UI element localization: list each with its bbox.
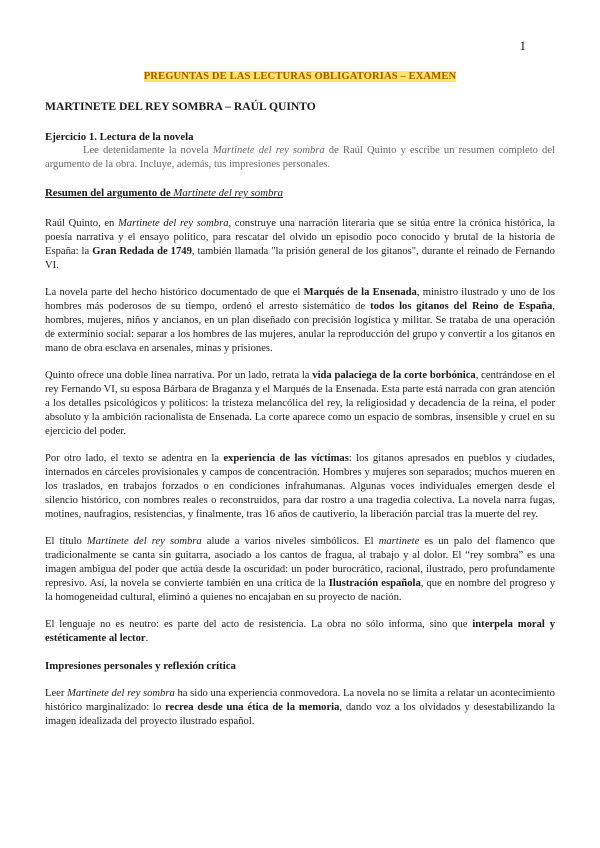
paragraph-7: Leer Martinete del rey sombra ha sido una experiencia conmovedora. La novela no se limita a relatar un acontecimiento histórico marginalizado: lo recrea desde una ética de la memoria, dando voz a los olvidados y desestabilizando la imagen idealizada del proyecto ilustrado español. [45,688,555,727]
exercise-heading: Ejercicio 1. Lectura de la novela [45,131,194,143]
paragraph-2: La novela parte del hecho histórico documentado de que el Marqués de la Ensenada, ministro ilustrado y uno de los hombres más poderosos de su tiempo, ordenó el arresto sistemático de todos los gitanos del Reino de España, hombres, mujeres, niños y ancianos, en un plan diseñado con precisión logística y militar. Se trataba de una operación de exterminio social: separar a los hombres de las mujeres, anular la reproducción del grupo y convertir a los gitanos en mano de obra esclava en arsenales, minas y prisiones. [45,287,556,354]
paragraph-1: Raúl Quinto, en Martinete del rey sombra, construye una narración literaria que se sitúa entre la crónica histórica, la poesía narrativa y el ensayo político, para rescatar del olvido un episodio poco conocido y brutal de la historia de España: la Gran Redada de 1749, también llamada "la prisión general de los gitanos", durante el reinado de Fernando VI. [45,218,555,271]
paragraph-5: El título Martinete del rey sombra alude a varios niveles simbólicos. El martinete es un palo del flamenco que tradicionalmente se canta sin guitarra, asociado a los cantos de fragua, al trabajo y al dolor. El “rey sombra” es una imagen ambigua del poder que actúa desde la oscuridad: un poder burocrático, racional, ilustrado, pero profundamente represivo. Así, la novela se convierte también en una crítica de la Ilustración española, que en nombre del progreso y la homogeneidad cultural, eliminó a quienes no encajaban en su proyecto de nación. [45,536,555,603]
paragraph-6: El lenguaje no es neutro: es parte del acto de resistencia. La obra no sólo informa, sino que interpela moral y estéticamente al lector. [45,619,555,644]
paragraph-3: Quinto ofrece una doble línea narrativa. Por un lado, retrata la vida palaciega de la corte borbónica, centrándose en el rey Fernando VI, su esposa Bárbara de Braganza y el Marqués de la Ensenada. Esta parte está narrada con gran atención a los detalles psicológicos y políticos: la tristeza melancólica del rey, la religiosidad y decadencia de la reina, el poder absoluto y la ambición racionalista de Ensenada. La corte aparece como un espacio de sombras, insensible y cruel en su ejercicio del poder. [45,370,556,437]
document-title: PREGUNTAS DE LAS LECTURAS OBLIGATORIAS – EXAMEN [143,71,457,82]
book-heading: MARTINETE DEL REY SOMBRA – RAÚL QUINTO [45,100,316,113]
exercise-instructions: Lee detenidamente la novela Martinete del rey sombra de Raúl Quinto y escribe un resumen completo del argumento de la obra. Incluye, además, tus impresiones personales. [45,145,555,170]
paragraph-4: Por otro lado, el texto se adentra en la experiencia de las víctimas: los gitanos apresados en pueblos y ciudades, internados en cárceles provisionales y campos de concentración. Hombres y mujeres son separados; muchos mueren en los traslados, en trabajos forzados o en condiciones infrahumanas. Algunas voces individuales emergen desde el silencio histórico, con nombres reales o reconstruidos, para dar rostro a una tragedia colectiva. La novela narra fugas, motines, naufragios, resistencias, y finalmente, tras 16 años de cautiverio, la liberación parcial tras la muerte del rey. [45,453,555,520]
impressions-heading: Impresiones personales y reflexión crítica [45,660,236,672]
document-body [45,70,555,742]
summary-heading: Resumen del argumento de Martinete del rey sombra [45,187,284,199]
page-number: 1 [519,38,526,53]
